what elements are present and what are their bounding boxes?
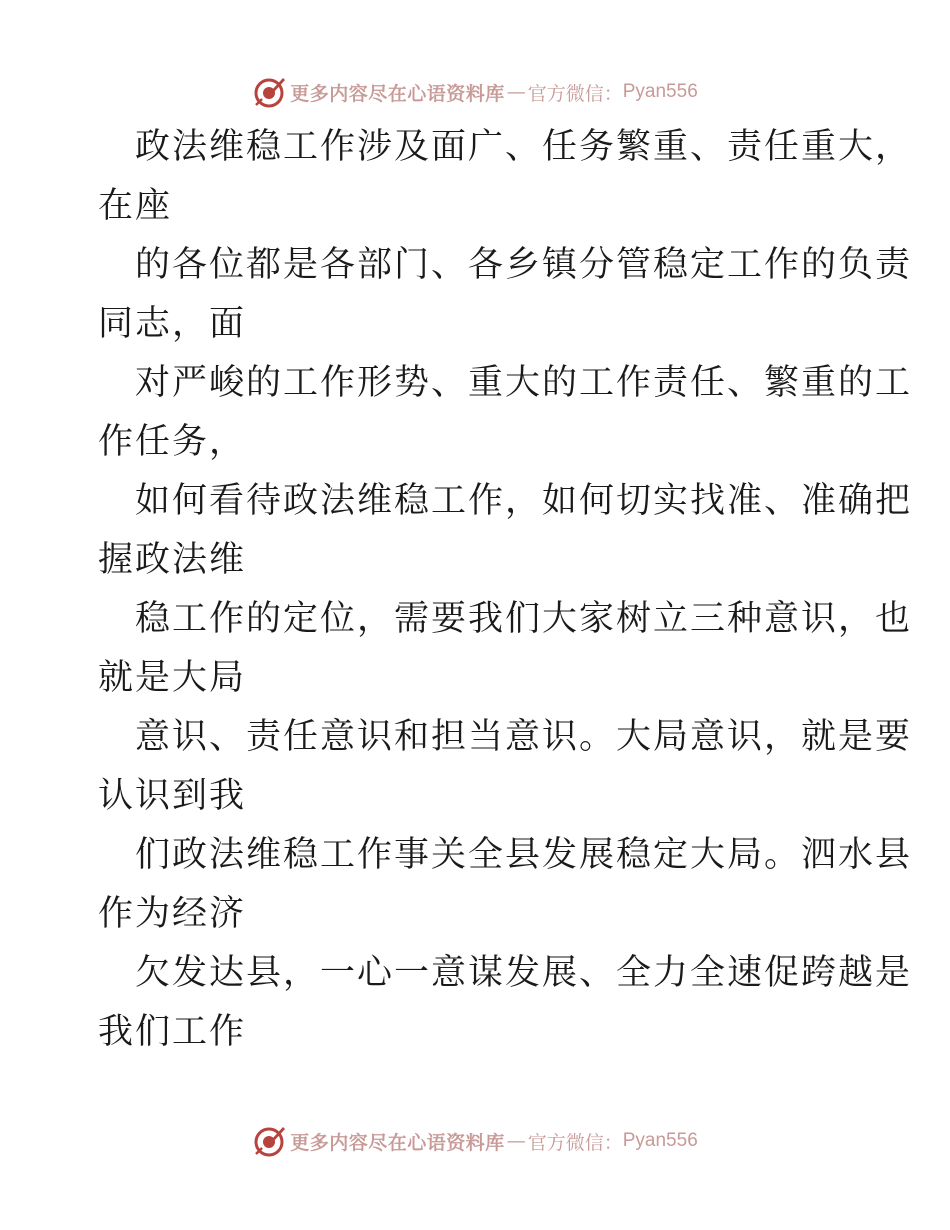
quill-pen-logo-icon (252, 1124, 286, 1158)
paragraph (98, 826, 913, 944)
header-separator: — (506, 81, 526, 103)
paragraph-line: 们政法维稳工作事关全县发展稳定大局。泗水县 (135, 835, 913, 875)
footer-wechat-label: 官方微信： (527, 1131, 623, 1154)
header-banner-text: 更多内容尽在心语资料库 (290, 82, 505, 105)
paragraph-line: 的各位都是各部门、各乡镇分管稳定工作的负责 (135, 245, 913, 285)
paragraph-line: 稳工作的定位，需要我们大家树立三种意识，也 (135, 599, 913, 639)
paragraph-line: 意识、责任意识和担当意识。大局意识，就是要 (135, 717, 913, 757)
paragraph (98, 708, 913, 826)
paragraph (98, 472, 913, 590)
footer-separator: — (506, 1130, 526, 1152)
paragraph-line: 我们工作 (98, 1012, 247, 1052)
paragraph (98, 236, 913, 354)
footer-wechat-id: Pyan556 (622, 1130, 698, 1151)
paragraph-line: 同志，面 (98, 304, 247, 344)
paragraph-line: 欠发达县，一心一意谋发展、全力全速促跨越是 (135, 953, 913, 993)
paragraph-line: 认识到我 (98, 776, 247, 816)
paragraph-line: 在座 (98, 186, 173, 226)
paragraph-line: 作为经济 (98, 894, 247, 934)
footer-watermark-banner (0, 1121, 950, 1161)
paragraph-line: 对严峻的工作形势、重大的工作责任、繁重的工 (135, 363, 913, 403)
header-wechat-label: 官方微信： (527, 82, 623, 105)
paragraph-line: 就是大局 (98, 658, 247, 698)
paragraph-line: 政法维稳工作涉及面广、任务繁重、责任重大， (135, 127, 913, 167)
document-body (98, 118, 913, 1062)
paragraph-line: 握政法维 (98, 540, 247, 580)
footer-banner-text: 更多内容尽在心语资料库 (290, 1131, 505, 1154)
paragraph (98, 118, 913, 236)
paragraph-line: 作任务， (98, 422, 247, 462)
header-watermark-banner (0, 72, 950, 112)
paragraph (98, 354, 913, 472)
paragraph (98, 944, 913, 1062)
quill-pen-logo-icon (252, 75, 286, 109)
paragraph-line: 如何看待政法维稳工作，如何切实找准、准确把 (135, 481, 913, 521)
paragraph (98, 590, 913, 708)
header-wechat-id: Pyan556 (622, 81, 698, 102)
